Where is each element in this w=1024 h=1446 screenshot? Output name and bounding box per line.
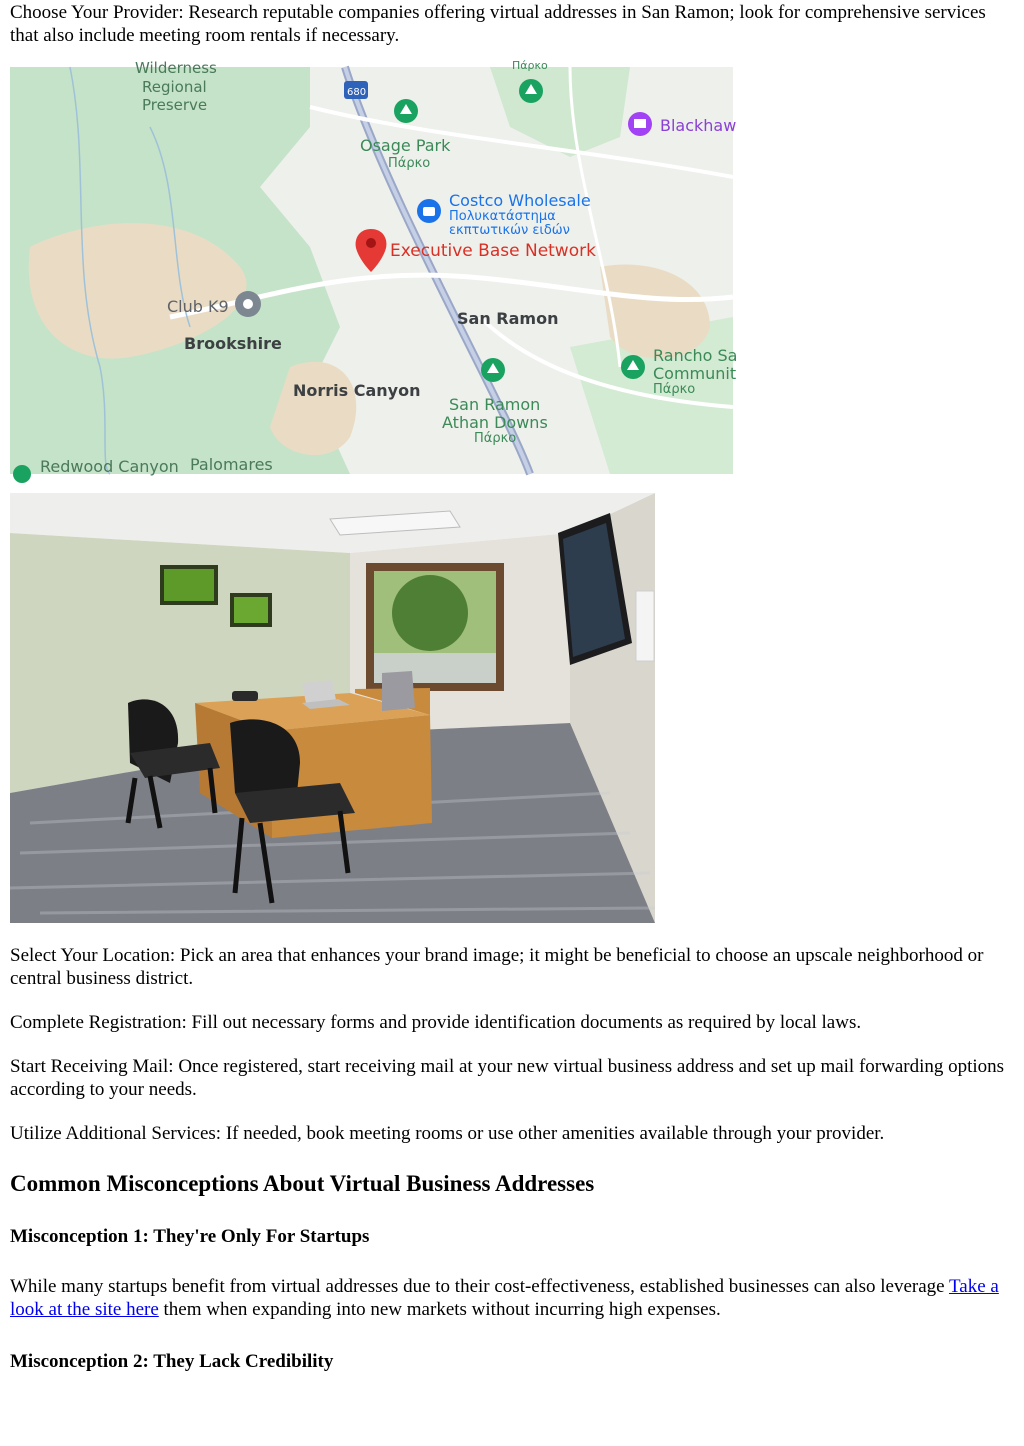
map-label-preserve: Preserve <box>142 96 208 114</box>
misconception-1-text <box>10 1275 1010 1321</box>
paragraph-additional-services: Utilize Additional Services: If needed, book meeting rooms or use other amenities available through your provider. <box>10 1123 885 1144</box>
map-label-athan-1: San Ramon <box>449 395 541 414</box>
map-graphic <box>10 59 738 476</box>
misconception-1-title: Misconception 1: They're Only For Startups <box>10 1226 370 1247</box>
map-label-blackhawk: Blackhaw <box>660 116 737 135</box>
paragraph-registration: Complete Registration: Fill out necessary forms and provide identification documents as required by local laws. <box>10 1012 862 1033</box>
misconception-2-title: Misconception 2: They Lack Credibility <box>10 1351 334 1372</box>
map-label-osage-park: Osage Park <box>360 136 451 155</box>
office-illustration <box>10 493 655 923</box>
map-label-costco: Costco Wholesale <box>449 191 591 210</box>
map-label-brookshire: Brookshire <box>184 334 282 353</box>
misconception-1-text-after: them when expanding into new markets without incurring high expenses. <box>158 1299 721 1320</box>
map-label-highway: 680 <box>347 87 367 98</box>
map-label-norris-canyon: Norris Canyon <box>293 381 421 400</box>
map-label-athan-2: Athan Downs <box>442 413 548 432</box>
map-label-club-k9: Club K9 <box>167 297 229 316</box>
site-link[interactable]: Take a look at the site here <box>10 1276 999 1320</box>
paragraph-receiving-mail: Start Receiving Mail: Once registered, start receiving mail at your new virtual business address and set up mail forwarding options according to your needs. <box>10 1056 1005 1100</box>
map-label-palomares: Palomares <box>190 455 273 474</box>
map-label-costco-sub2: εκπτωτικών ειδών <box>449 223 570 238</box>
map-label-athan-sub: Πάρκο <box>474 431 517 446</box>
section-heading: Common Misconceptions About Virtual Business Addresses <box>10 1171 595 1196</box>
map-label-rancho-1: Rancho Sa <box>653 346 738 365</box>
map-label-executive-base: Executive Base Network <box>390 241 596 261</box>
misconception-1-text-before: While many startups benefit from virtual addresses due to their cost-effectiveness, established businesses can also leverage <box>10 1276 949 1297</box>
map-label-redwood: Redwood Canyon <box>40 457 179 476</box>
map-label-regional: Regional <box>142 78 207 96</box>
map-label-parko-top: Πάρκο <box>512 59 548 72</box>
map-label-san-ramon: San Ramon <box>457 309 559 328</box>
paragraph-location: Select Your Location: Pick an area that enhances your brand image; it might be beneficial to choose an upscale neighborhood or central business district. <box>10 945 984 989</box>
map-label-osage-sub: Πάρκο <box>388 156 431 171</box>
map-label-costco-sub1: Πολυκατάστημα <box>449 209 556 224</box>
map-label-rancho-2: Communit <box>653 364 737 383</box>
map-label-rancho-sub: Πάρκο <box>653 382 696 397</box>
map-label-wilderness: Wilderness <box>135 59 217 77</box>
location-map <box>10 59 738 476</box>
intro-paragraph: Choose Your Provider: Research reputable companies offering virtual addresses in San Ramon; look for comprehensive services that also include meeting room rentals if necessary. <box>10 2 986 46</box>
office-photo <box>10 493 655 923</box>
